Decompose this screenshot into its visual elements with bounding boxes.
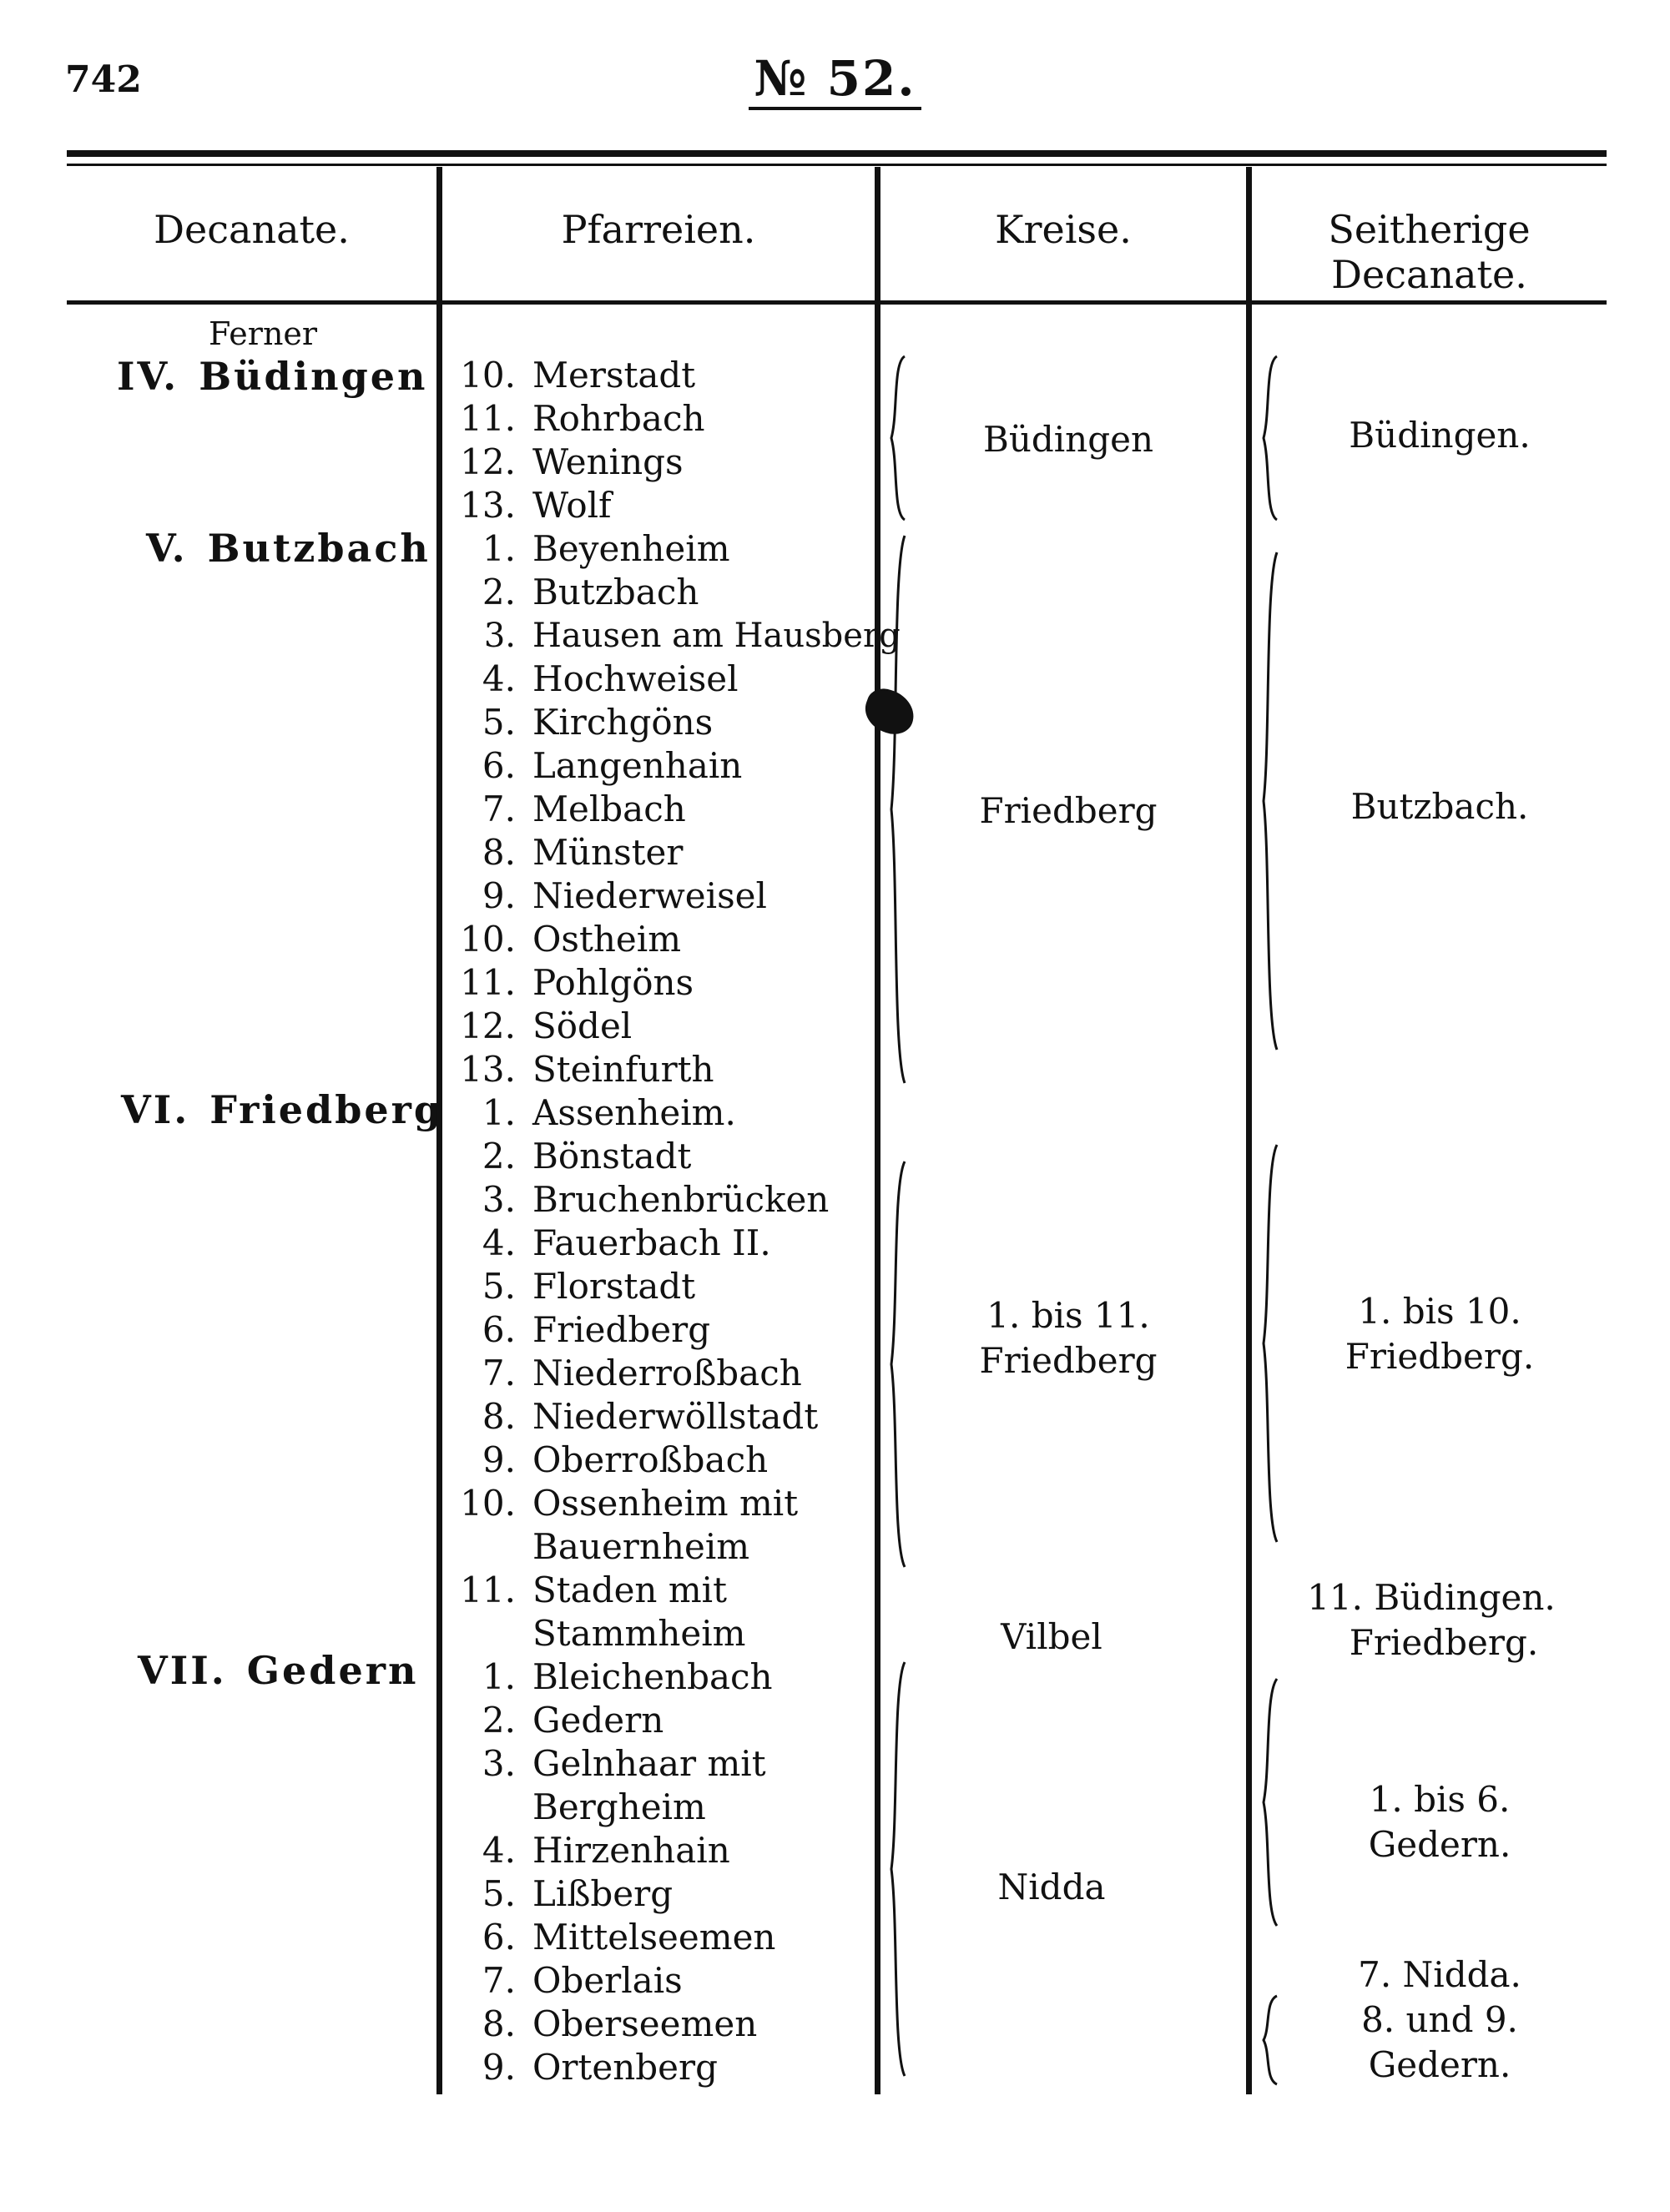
list-item [451,1222,771,1265]
item-number: 10. [460,355,516,396]
item-number: 9. [482,875,516,916]
seit-nidda [1285,1953,1594,2088]
item-name: Langenhain [532,745,743,786]
list-item [451,1352,802,1395]
item-number: 5. [482,702,516,743]
item-name: Münster [532,832,684,873]
item-number: 1. [482,528,516,569]
list-item [451,1742,766,1786]
item-name: Fauerbach II. [532,1222,771,1263]
item-name: Bergheim [532,1786,706,1827]
list-item [451,571,699,614]
item-name: Staden mit [532,1570,727,1610]
item-number: 2. [482,1700,516,1741]
list-item [451,484,612,527]
seit-gedern-line1: 1. bis 6. [1369,1779,1511,1820]
list-item [451,441,684,484]
roman-numeral: VII. [138,1648,227,1693]
header-pfarreien: Pfarreien. [561,207,756,252]
item-name: Ostheim [532,919,682,960]
item-name: Rohrbach [532,398,705,439]
item-number: 8. [482,2003,516,2044]
issue-number [0,50,1670,107]
item-number: 9. [482,2047,516,2088]
list-item [451,1699,663,1742]
item-number: 2. [482,1136,516,1177]
item-name: Butzbach [532,572,699,612]
header-kreise: Kreise. [995,207,1132,252]
list-item [451,397,705,441]
decanat-name: Butzbach [207,526,431,571]
item-number: 4. [482,1830,516,1871]
seit-nidda-line1: 7. Nidda. [1358,1954,1521,1995]
list-item [451,1091,736,1135]
list-item [451,1829,730,1872]
item-number: 7. [482,789,516,829]
item-number: 6. [482,1917,516,1958]
list-item [451,1525,749,1569]
list-item [451,831,683,874]
list-item [451,1482,798,1525]
item-number: 3. [483,617,516,655]
brace-seitherige-2 [1259,551,1284,1051]
seit-friedberg-11-line1: 11. Büdingen. [1307,1577,1556,1618]
item-name: Ossenheim mit [532,1483,799,1524]
seit-friedberg-11-line2: Friedberg. [1349,1622,1539,1663]
list-item [451,1135,691,1178]
list-item [451,1048,714,1091]
list-item [451,1395,818,1439]
item-number: 5. [482,1873,516,1914]
seit-friedberg [1285,1289,1594,1379]
list-item [451,744,742,788]
roman-numeral: IV. [117,354,179,399]
top-rule-thick [67,150,1607,157]
item-number: 11. [460,398,516,439]
item-number: 8. [482,832,516,873]
item-number: 6. [482,1309,516,1350]
seit-nidda-line3: Gedern. [1368,2044,1511,2085]
list-item [451,1916,775,1959]
list-item [451,1655,773,1699]
list-item [451,1439,768,1482]
item-number: 1. [482,1092,516,1133]
item-number: 3. [482,1743,516,1784]
list-item [451,1265,695,1308]
decanat-name: Gedern [246,1648,419,1693]
issue-number-text: № 52. [749,50,921,110]
list-item [451,1178,829,1222]
list-item [451,1786,706,1829]
item-number: 12. [460,441,516,482]
item-name: Steinfurth [532,1049,714,1090]
list-item [451,2003,757,2046]
item-number: 13. [460,485,516,526]
kreis-nidda: Nidda [997,1867,1106,1907]
item-name: Oberroßbach [532,1439,769,1480]
kreis-range-line1: 1. bis 11. [986,1295,1150,1336]
kreis-vilbel: Vilbel [1001,1616,1102,1657]
item-name: Oberlais [532,1960,683,2001]
page-number: 742 [65,58,142,101]
kreis-friedberg: Friedberg [979,790,1158,831]
item-number: 4. [482,658,516,699]
item-number: 5. [482,1266,516,1307]
decanat-v [146,526,431,571]
item-name: Mittelseemen [532,1917,776,1958]
item-number: 10. [460,1483,516,1524]
item-name: Gedern [532,1700,664,1741]
item-number: 11. [460,1570,516,1610]
decanat-vi [121,1087,443,1132]
brace-seitherige-1 [1259,355,1284,522]
kreis-range [918,1293,1218,1383]
list-item [451,1959,683,2003]
list-item [451,614,901,658]
item-name: Florstadt [532,1266,696,1307]
item-name: Friedberg [532,1309,711,1350]
list-item [451,658,739,701]
seit-nidda-line2: 8. und 9. [1361,1999,1518,2040]
item-name: Stammheim [532,1613,746,1654]
item-name: Wenings [532,441,684,482]
item-name: Hausen am Hausberg [532,617,901,655]
seit-friedberg-line1: 1. bis 10. [1358,1291,1521,1332]
item-name: Oberseemen [532,2003,758,2044]
list-item [451,1569,727,1612]
list-item [451,701,713,744]
item-name: Assenheim. [532,1092,736,1133]
seit-gedern [1285,1777,1594,1867]
item-number: 11. [460,962,516,1003]
item-name: Kirchgöns [532,702,714,743]
item-name: Hochweisel [532,658,739,699]
brace-kreise-3 [886,1160,911,1569]
item-name: Bleichenbach [532,1656,773,1697]
seit-butzbach: Butzbach. [1350,786,1529,827]
list-item [451,2046,718,2089]
brace-seitherige-4 [1259,1677,1284,1927]
brace-kreise-2 [886,534,911,1085]
decanat-name: Friedberg [209,1087,444,1132]
seit-friedberg-line2: Friedberg. [1345,1336,1535,1377]
decanat-name: Büdingen [199,354,428,399]
item-name: Niederroßbach [532,1353,802,1393]
item-name: Lißberg [532,1873,674,1914]
item-name: Merstadt [532,355,696,396]
item-number: 9. [482,1439,516,1480]
brace-seitherige-3 [1259,1143,1284,1544]
decanat-iv [117,354,427,399]
item-name: Pohlgöns [532,962,694,1003]
column-divider-3 [1246,167,1252,2094]
header-decanate: Decanate. [154,207,350,252]
item-number: 3. [482,1179,516,1220]
item-number: 13. [460,1049,516,1090]
list-item [451,918,681,961]
item-name: Melbach [532,789,686,829]
item-name: Södel [532,1005,633,1046]
list-item [451,1612,746,1655]
list-item [451,354,695,397]
list-item [451,527,730,571]
item-name: Niederweisel [532,875,767,916]
item-name: Ortenberg [532,2047,718,2088]
item-name: Niederwöllstadt [532,1396,819,1437]
item-number: 7. [482,1353,516,1393]
list-item [451,1005,632,1048]
item-name: Bauernheim [532,1526,750,1567]
item-number: 4. [482,1222,516,1263]
item-name: Beyenheim [532,528,730,569]
kreis-range-line2: Friedberg [979,1340,1158,1381]
ferner-label: Ferner [209,315,318,352]
top-rule-thin [67,164,1607,166]
header-rule [67,300,1607,305]
roman-numeral: V. [146,526,188,571]
item-number: 2. [482,572,516,612]
roman-numeral: VI. [121,1087,190,1132]
item-number: 1. [482,1656,516,1697]
item-name: Bruchenbrücken [532,1179,830,1220]
item-number: 7. [482,1960,516,2001]
brace-seitherige-5 [1259,1994,1284,2086]
header-seitherige: Seitherige Decanate. [1328,207,1531,297]
item-name: Hirzenhain [532,1830,730,1871]
brace-kreise-1 [886,355,911,522]
list-item [451,874,767,918]
list-item [451,1308,710,1352]
item-number: 6. [482,745,516,786]
item-number: 8. [482,1396,516,1437]
column-divider-2 [875,167,880,2094]
item-name: Wolf [532,485,612,526]
decanat-vii [138,1648,418,1693]
seit-buedingen: Büdingen. [1349,415,1531,456]
seit-friedberg-11 [1269,1575,1594,1665]
list-item [451,961,694,1005]
list-item [451,788,686,831]
item-number: 12. [460,1005,516,1046]
item-name: Gelnhaar mit [532,1743,766,1784]
kreis-buedingen: Büdingen [982,419,1154,460]
item-number: 10. [460,919,516,960]
list-item [451,1872,673,1916]
seit-gedern-line2: Gedern. [1368,1824,1511,1865]
item-name: Bönstadt [532,1136,692,1177]
